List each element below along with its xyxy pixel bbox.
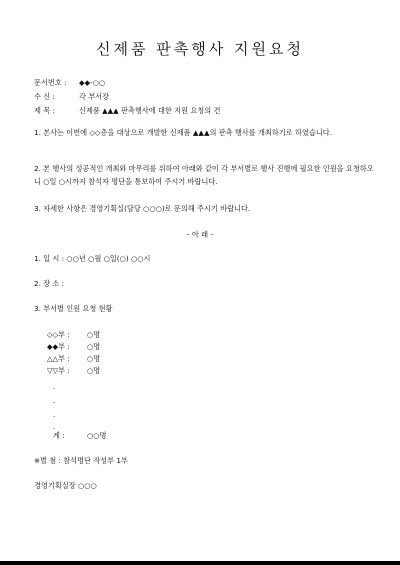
recipient-value: 각 부서장 <box>79 92 110 101</box>
subject-label: 제 목 : <box>34 106 55 115</box>
doc-number-label: 문서번호 : <box>34 78 67 87</box>
dept-count: ○명 <box>87 330 101 339</box>
paragraph-1: 1. 본사는 이번에 ◇◇층을 대상으로 개발한 신제품 ▲▲▲의 판촉 행사를 개최하기로 하였습니다. <box>34 128 332 137</box>
total-value: ○○명 <box>87 431 107 440</box>
document-title: 신제품 판촉행사 지원요청 <box>96 40 304 58</box>
doc-number-row <box>34 78 105 87</box>
total-row <box>53 431 107 440</box>
dept-name: ▽▽부 : <box>47 366 70 375</box>
total-label: 계 : <box>53 431 65 440</box>
below-heading: - 아 래 - <box>187 230 213 239</box>
dept-count: ○명 <box>87 366 101 375</box>
dept-row <box>47 366 100 375</box>
paragraph-3: 3. 자세한 사항은 경영기획실(담당 ○○○)로 문의해 주시기 바랍니다. <box>34 204 251 213</box>
recipient-label: 수 신 : <box>34 92 55 101</box>
signature-line: 경영기획실장 ○○○ <box>34 481 97 490</box>
dept-count: ○명 <box>87 354 101 363</box>
continuation-dot: . <box>53 422 56 431</box>
dept-count: ○명 <box>87 342 101 351</box>
item-datetime: 1. 일 시 : ○○년 ○월 ○일(○) ○○시 <box>34 254 151 263</box>
doc-number-value: ◆◆-○○ <box>79 78 106 87</box>
page-bottom-border <box>0 561 400 565</box>
dept-row <box>47 330 100 339</box>
recipient-row <box>34 92 109 101</box>
continuation-dot: . <box>53 410 56 419</box>
attachment-line: ※별 첨 : 참석명단 작성부 1부 <box>34 456 128 465</box>
dept-row <box>47 342 100 351</box>
dept-row <box>47 354 100 363</box>
paragraph-2: 2. 본 행사의 성공적인 개최와 마무리를 위하여 아래와 같이 각 부서별로 행사 진행에 필요한 인원을 요청하오니 ○일 ○시까지 참석자 명단을 통보하여 주시기 바랍니다. <box>34 164 374 186</box>
dept-name: ◇◇부 : <box>47 330 70 339</box>
subject-row <box>34 106 220 115</box>
item-place: 2. 장 소 : <box>34 279 65 288</box>
continuation-dot: . <box>53 382 56 391</box>
subject-value: 신제품 ▲▲▲ 판촉행사에 대한 지원 요청의 건 <box>79 106 221 115</box>
dept-name: ◆◆부 : <box>47 342 70 351</box>
item-status: 3. 부서별 인원 요청 현황 <box>34 304 113 313</box>
dept-name: △△부 : <box>47 354 70 363</box>
continuation-dot: . <box>53 396 56 405</box>
